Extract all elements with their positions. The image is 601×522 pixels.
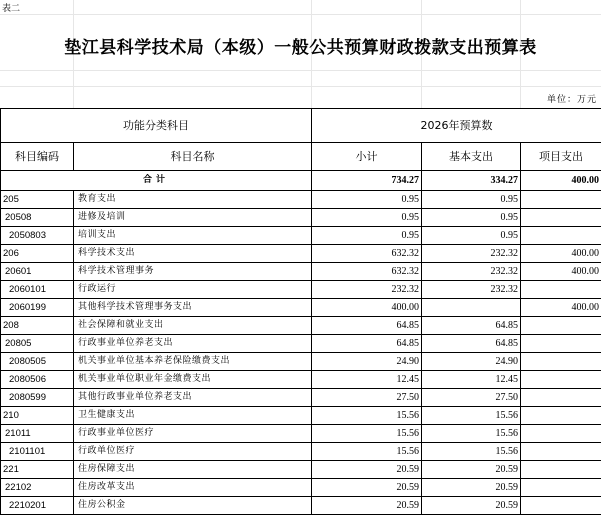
code-cell: 2080506 [1, 371, 74, 389]
table-row [1, 191, 601, 209]
project-cell [521, 371, 601, 389]
code-cell: 205 [1, 191, 74, 209]
code-cell: 221 [1, 461, 74, 479]
subtotal-cell: 64.85 [312, 335, 422, 353]
subtotal-cell: 232.32 [312, 281, 422, 299]
col-project-header: 项目支出 [521, 143, 601, 171]
name-cell: 科学技术支出 [74, 245, 312, 263]
subtotal-cell: 15.56 [312, 443, 422, 461]
basic-cell: 20.59 [422, 461, 521, 479]
table-row [1, 443, 601, 461]
total-basic: 334.27 [422, 171, 521, 191]
table-row [1, 371, 601, 389]
project-cell [521, 227, 601, 245]
page-title: 垫江县科学技术局（本级）一般公共预算财政拨款支出预算表 [64, 38, 537, 58]
subtotal-cell: 20.59 [312, 461, 422, 479]
name-cell: 行政事业单位养老支出 [74, 335, 312, 353]
total-label: 合计 [1, 171, 312, 191]
basic-cell: 232.32 [422, 281, 521, 299]
table-row [1, 461, 601, 479]
basic-cell: 20.59 [422, 497, 521, 515]
basic-cell [422, 299, 521, 317]
code-cell: 208 [1, 317, 74, 335]
code-cell: 20601 [1, 263, 74, 281]
project-cell [521, 479, 601, 497]
subtotal-cell: 0.95 [312, 191, 422, 209]
basic-cell: 232.32 [422, 263, 521, 281]
project-cell [521, 425, 601, 443]
table-row [1, 209, 601, 227]
code-cell: 2210201 [1, 497, 74, 515]
project-cell: 400.00 [521, 263, 601, 281]
table-row [1, 299, 601, 317]
project-cell [521, 191, 601, 209]
table-row [1, 407, 601, 425]
subtotal-cell: 27.50 [312, 389, 422, 407]
project-cell [521, 443, 601, 461]
table-row [1, 353, 601, 371]
project-cell [521, 353, 601, 371]
table-label: 表二 [2, 4, 21, 14]
subtotal-cell: 20.59 [312, 479, 422, 497]
basic-cell: 15.56 [422, 443, 521, 461]
code-cell: 210 [1, 407, 74, 425]
project-cell [521, 317, 601, 335]
basic-cell: 15.56 [422, 407, 521, 425]
project-cell [521, 497, 601, 515]
subtotal-cell: 64.85 [312, 317, 422, 335]
name-cell: 培训支出 [74, 227, 312, 245]
name-cell: 卫生健康支出 [74, 407, 312, 425]
total-project: 400.00 [521, 171, 601, 191]
code-cell: 2060199 [1, 299, 74, 317]
basic-cell: 20.59 [422, 479, 521, 497]
func-group-header: 功能分类科目 [1, 109, 312, 143]
subtotal-cell: 15.56 [312, 407, 422, 425]
name-cell: 行政单位医疗 [74, 443, 312, 461]
project-cell [521, 335, 601, 353]
basic-cell: 0.95 [422, 209, 521, 227]
budget-group-header: 2026年预算数 [312, 109, 601, 143]
basic-cell: 15.56 [422, 425, 521, 443]
name-cell: 其他行政事业单位养老支出 [74, 389, 312, 407]
name-cell: 机关事业单位基本养老保险缴费支出 [74, 353, 312, 371]
code-cell: 20805 [1, 335, 74, 353]
code-cell: 20508 [1, 209, 74, 227]
table-row [1, 281, 601, 299]
code-cell: 2060101 [1, 281, 74, 299]
name-cell: 行政运行 [74, 281, 312, 299]
subtotal-cell: 20.59 [312, 497, 422, 515]
name-cell: 其他科学技术管理事务支出 [74, 299, 312, 317]
subtotal-cell: 0.95 [312, 227, 422, 245]
subtotal-cell: 0.95 [312, 209, 422, 227]
gridline [0, 70, 601, 71]
name-cell: 社会保障和就业支出 [74, 317, 312, 335]
col-code-header: 科目编码 [1, 143, 74, 171]
table-row [1, 425, 601, 443]
table-row [1, 335, 601, 353]
code-cell: 22102 [1, 479, 74, 497]
name-cell: 教育支出 [74, 191, 312, 209]
name-cell: 住房公积金 [74, 497, 312, 515]
basic-cell: 232.32 [422, 245, 521, 263]
code-cell: 2080505 [1, 353, 74, 371]
table-row [1, 389, 601, 407]
name-cell: 行政事业单位医疗 [74, 425, 312, 443]
subtotal-cell: 400.00 [312, 299, 422, 317]
col-subtotal-header: 小计 [312, 143, 422, 171]
code-cell: 21011 [1, 425, 74, 443]
basic-cell: 24.90 [422, 353, 521, 371]
basic-cell: 0.95 [422, 191, 521, 209]
code-cell: 2101101 [1, 443, 74, 461]
basic-cell: 0.95 [422, 227, 521, 245]
col-name-header: 科目名称 [74, 143, 312, 171]
name-cell: 住房保障支出 [74, 461, 312, 479]
code-cell: 2080599 [1, 389, 74, 407]
name-cell: 机关事业单位职业年金缴费支出 [74, 371, 312, 389]
subtotal-cell: 632.32 [312, 263, 422, 281]
project-cell: 400.00 [521, 299, 601, 317]
table-row [1, 227, 601, 245]
header-row-2 [1, 143, 601, 171]
basic-cell: 12.45 [422, 371, 521, 389]
name-cell: 科学技术管理事务 [74, 263, 312, 281]
project-cell [521, 389, 601, 407]
header-row-1 [1, 109, 601, 143]
project-cell [521, 461, 601, 479]
gridline [0, 86, 601, 87]
project-cell [521, 209, 601, 227]
table-row [1, 497, 601, 515]
budget-table [0, 108, 601, 515]
subtotal-cell: 632.32 [312, 245, 422, 263]
table-row [1, 317, 601, 335]
subtotal-cell: 24.90 [312, 353, 422, 371]
project-cell: 400.00 [521, 245, 601, 263]
basic-cell: 64.85 [422, 317, 521, 335]
table-row [1, 245, 601, 263]
table-row [1, 263, 601, 281]
total-row [1, 171, 601, 191]
total-subtotal: 734.27 [312, 171, 422, 191]
project-cell [521, 407, 601, 425]
basic-cell: 64.85 [422, 335, 521, 353]
code-cell: 2050803 [1, 227, 74, 245]
name-cell: 进修及培训 [74, 209, 312, 227]
table-row [1, 479, 601, 497]
subtotal-cell: 12.45 [312, 371, 422, 389]
name-cell: 住房改革支出 [74, 479, 312, 497]
basic-cell: 27.50 [422, 389, 521, 407]
code-cell: 206 [1, 245, 74, 263]
gridline [0, 14, 601, 15]
subtotal-cell: 15.56 [312, 425, 422, 443]
unit-label: 单位：万元 [546, 95, 597, 105]
col-basic-header: 基本支出 [422, 143, 521, 171]
project-cell [521, 281, 601, 299]
